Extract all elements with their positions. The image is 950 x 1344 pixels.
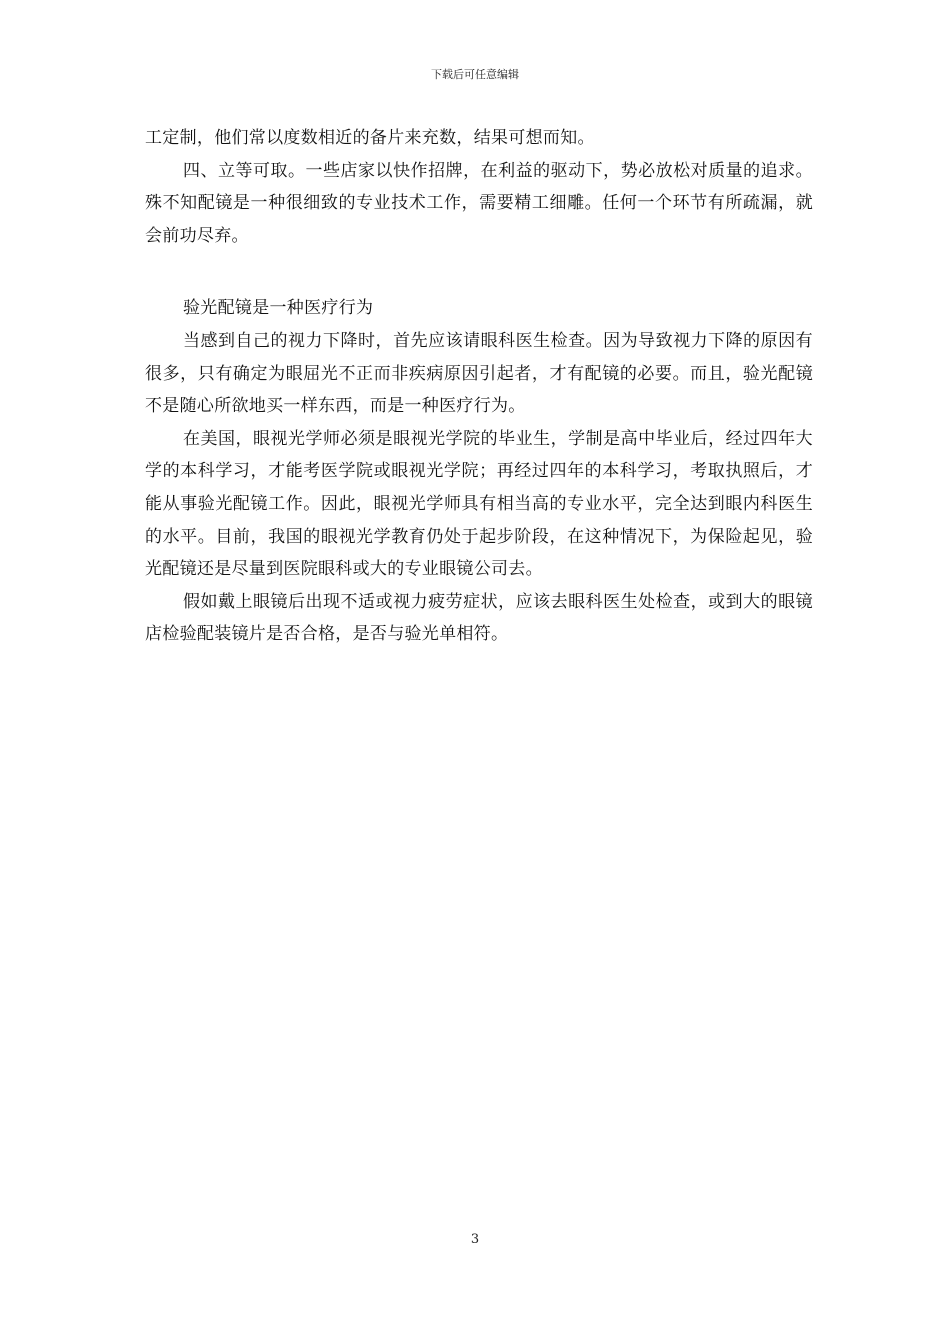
paragraph-continuation: 工定制，他们常以度数相近的备片来充数，结果可想而知。 bbox=[145, 128, 595, 148]
paragraph-usa-optometrist: 在美国，眼视光学师必须是眼视光学院的毕业生，学制是高中毕业后，经过四年大学的本科学习，才能考医学院或眼视光学院；再经过四年的本科学习，考取执照后，才能从事验光配镜工作。因此，眼视光学师具有相当高的专业水平，完全达到眼内科医生的水平。目前，我国的眼视光学教育仍处于起步阶段，在这种情况下，为保险起见，验光配镜还是尽量到医院眼科或大的专业眼镜公司去。 bbox=[145, 428, 813, 580]
section-spacer bbox=[145, 252, 813, 292]
paragraph-discomfort: 假如戴上眼镜后出现不适或视力疲劳症状，应该去眼科医生处检查，或到大的眼镜店检验配装镜片是否合格，是否与验光单相符。 bbox=[145, 591, 813, 645]
paragraph-item-four: 四、立等可取。一些店家以快作招牌，在利益的驱动下，势必放松对质量的追求。殊不知配镜是一种很细致的专业技术工作，需要精工细雕。任何一个环节有所疏漏，就会前功尽弃。 bbox=[145, 160, 813, 246]
page-header: 下载后可任意编辑 bbox=[431, 68, 519, 81]
section-title: 验光配镜是一种医疗行为 bbox=[183, 298, 374, 319]
document-body bbox=[145, 122, 813, 651]
paragraph-vision-decline: 当感到自己的视力下降时，首先应该请眼科医生检查。因为导致视力下降的原因有很多，只有确定为眼屈光不正而非疾病原因引起者，才有配镜的必要。而且，验光配镜不是随心所欲地买一样东西，而是一种医疗行为。 bbox=[145, 330, 813, 417]
page-number: 3 bbox=[470, 1232, 480, 1247]
